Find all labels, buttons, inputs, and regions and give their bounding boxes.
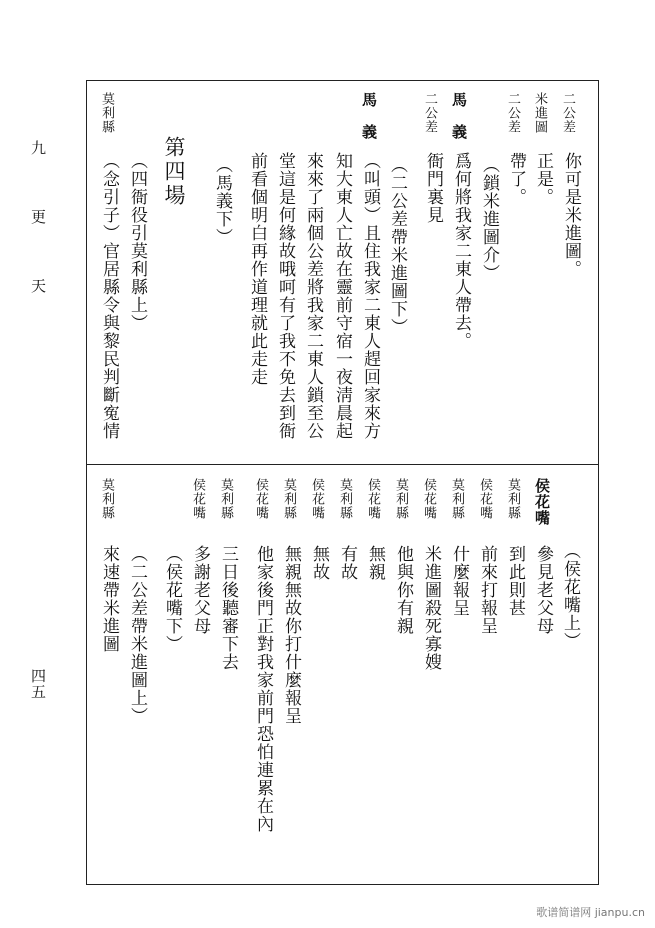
- speaker-label: 莫利縣: [449, 478, 464, 520]
- speaker-label: 莫利縣: [393, 478, 408, 520]
- dialogue-line: 米進圖殺死寡嫂: [421, 545, 441, 671]
- stage-direction: （馬義下）: [212, 156, 232, 246]
- dialogue-line: 正是。: [533, 152, 553, 206]
- watermark: 歌谱简谱网 jianpu.cn: [536, 906, 645, 919]
- speaker-label: 二公差: [422, 92, 437, 134]
- speaker-label: 侯花嘴: [421, 478, 436, 520]
- dialogue-line: 前來打報呈: [477, 545, 497, 635]
- speaker-label: 侯花嘴: [533, 478, 551, 526]
- dialogue-line: （念引子）官居縣令與黎民判斷寃情: [99, 152, 119, 440]
- speaker-label: 侯花嘴: [309, 478, 324, 520]
- dialogue-line: 爲何將我家二東人帶去。: [451, 152, 471, 350]
- speaker-label: 侯花嘴: [253, 478, 268, 520]
- stage-direction: （二公差帶米進圖下）: [387, 156, 407, 336]
- speaker-label: 馬 義: [450, 92, 468, 140]
- dialogue-line: 無親: [365, 545, 385, 581]
- dialogue-line: 到此則甚: [505, 545, 525, 617]
- speaker-label: 侯花嘴: [477, 478, 492, 520]
- scene-heading: 第四場: [162, 136, 186, 208]
- page-number: 四五: [29, 668, 47, 700]
- speaker-label: 莫利縣: [218, 478, 233, 520]
- dialogue-line: 他與你有親: [393, 545, 413, 635]
- speaker-label: 二公差: [505, 92, 520, 134]
- stage-direction: （四衙役引莫利縣上）: [127, 152, 147, 332]
- dialogue-line: 什麼報呈: [449, 545, 469, 617]
- speaker-label: 莫利縣: [337, 478, 352, 520]
- stage-direction: （侯花嘴下）: [162, 545, 182, 653]
- section-divider: [86, 464, 599, 465]
- speaker-label: 二公差: [560, 92, 575, 134]
- dialogue-line: 三日後聽審下去: [218, 545, 238, 671]
- dialogue-line: 你可是米進圖。: [561, 152, 581, 278]
- speaker-label: 侯花嘴: [365, 478, 380, 520]
- dialogue-line: 帶了。: [506, 152, 526, 206]
- speaker-label: 莫利縣: [99, 478, 114, 520]
- stage-direction: （鎖米進圖介）: [479, 156, 499, 282]
- speaker-label: 莫利縣: [505, 478, 520, 520]
- dialogue-line: 無親無故你打什麼報呈: [281, 545, 301, 725]
- dialogue-line: 參見老父母: [533, 545, 553, 635]
- dialogue-line: 他家後門正對我家前門恐怕連累在內: [253, 545, 273, 833]
- dialogue-line: 衙門裏見: [423, 152, 443, 224]
- dialogue-line: 堂這是何緣故哦呵有了我不免去到衙: [275, 152, 295, 440]
- dialogue-line: 無故: [309, 545, 329, 581]
- speaker-label: 馬 義: [360, 92, 378, 140]
- dialogue-line: 有故: [337, 545, 357, 581]
- speaker-label: 米進圖: [532, 92, 547, 134]
- speaker-label: 莫利縣: [281, 478, 296, 520]
- dialogue-line: （叫頭）且住我家二東人趕回家來方: [360, 152, 380, 440]
- dialogue-line: 多謝老父母: [190, 545, 210, 635]
- stage-direction: （侯花嘴上）: [560, 542, 580, 650]
- dialogue-line: 知大東人亡故在靈前守宿一夜淸晨起: [332, 152, 352, 440]
- dialogue-line: 前看個明白再作道理就此走走: [247, 152, 267, 386]
- dialogue-line: 來速帶米進圖: [99, 545, 119, 653]
- speaker-label: 莫利縣: [99, 92, 114, 134]
- stage-direction: （二公差帶米進圖上）: [127, 545, 147, 725]
- dialogue-line: 來來了兩個公差將我家二東人鎖至公: [303, 152, 323, 440]
- speaker-label: 侯花嘴: [190, 478, 205, 520]
- book-title: 九 更 天: [29, 140, 47, 311]
